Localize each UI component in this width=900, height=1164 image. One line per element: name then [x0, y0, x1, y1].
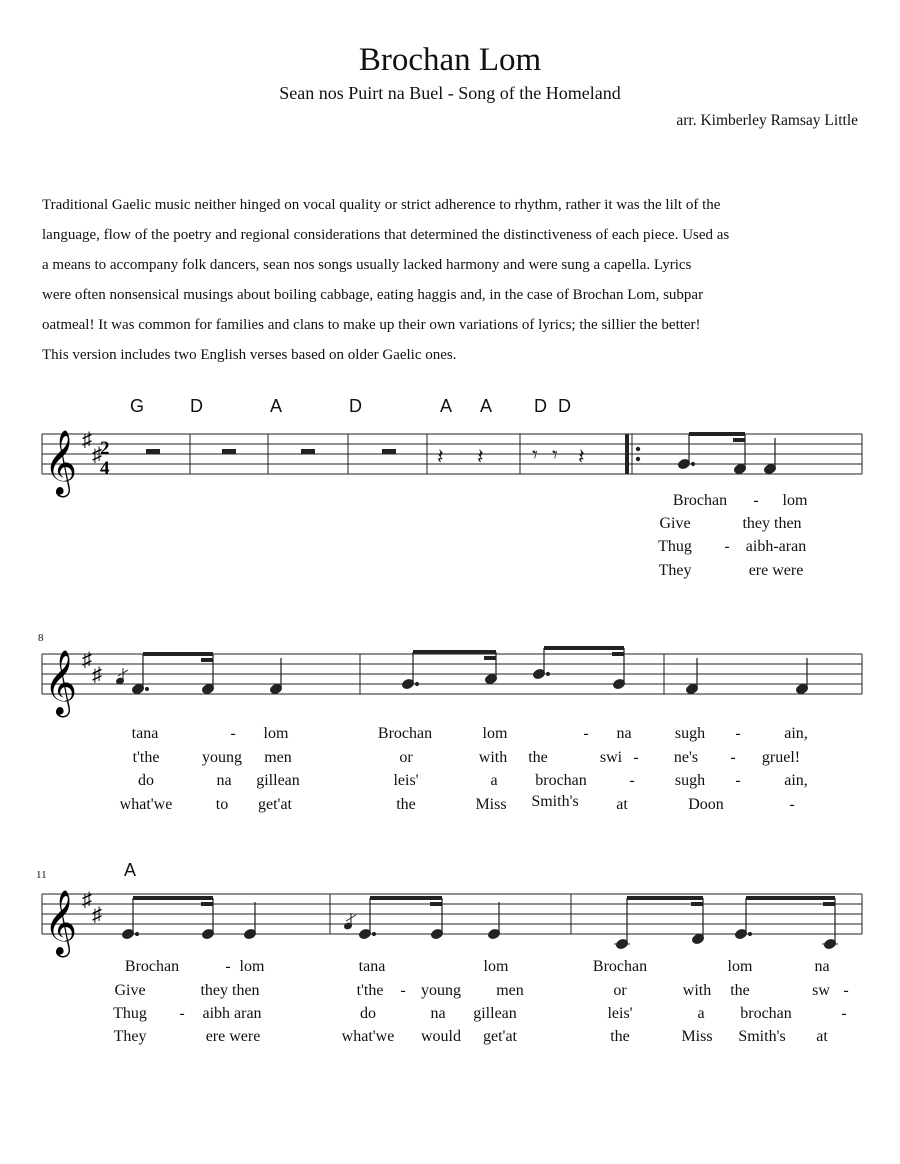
measure-number: 11: [36, 869, 47, 881]
lyric-syllable: brochan: [740, 1005, 792, 1022]
lyric-syllable: ain,: [784, 725, 808, 742]
lyric-syllable: -: [841, 1005, 847, 1022]
lyric-syllable: Give: [114, 982, 146, 999]
lyric-syllable: a: [490, 772, 498, 789]
lyric-syllable: ere were: [748, 562, 804, 579]
lyric-syllable: Brochan: [672, 492, 728, 509]
lyric-syllable: brochan: [535, 772, 587, 789]
sharp-icon: ♯: [82, 429, 92, 451]
lyric-syllable: leis': [607, 1005, 633, 1022]
lyric-syllable: lom: [483, 958, 509, 975]
lyric-syllable: Thug: [658, 538, 692, 555]
lyric-syllable: or: [613, 982, 627, 999]
lyric-syllable: do: [138, 772, 154, 789]
chord-symbol: A: [440, 396, 453, 416]
lyric-syllable: -: [753, 492, 759, 509]
chord-symbol: D: [534, 396, 547, 416]
time-signature-bottom: 4: [100, 458, 110, 479]
lyric-syllable: They: [658, 562, 692, 579]
time-signature-top: 2: [100, 438, 110, 459]
lyric-syllable: -: [843, 982, 849, 999]
lyric-syllable: ne's: [673, 749, 699, 766]
lyric-syllable: -: [230, 725, 236, 742]
lyric-syllable: tana: [131, 725, 159, 742]
lyric-syllable: lom: [727, 958, 753, 975]
chord-symbol: D: [349, 396, 362, 416]
lyric-syllable: with: [682, 982, 712, 999]
staff-system-2: [0, 640, 900, 720]
lyric-syllable: sugh: [674, 725, 706, 742]
lyric-syllable: they then: [742, 515, 802, 532]
lyric-syllable: Brochan: [377, 725, 433, 742]
lyric-syllable: they then: [200, 982, 260, 999]
sharp-icon: ♯: [82, 649, 92, 671]
intro-line: oatmeal! It was common for families and clans to make up their own variations of lyrics; the sillier the better!: [42, 317, 701, 333]
lyric-syllable: na: [216, 772, 232, 789]
chord-symbol: A: [124, 860, 137, 880]
lyric-syllable: na: [430, 1005, 446, 1022]
lyric-syllable: young: [421, 982, 461, 999]
treble-clef-icon: 𝄞: [44, 892, 78, 954]
dot-icon: [692, 463, 695, 466]
whole-rest-icon: [222, 449, 236, 454]
lyric-syllable: Brochan: [592, 958, 648, 975]
lyric-syllable: -: [583, 725, 589, 742]
intro-line: a means to accompany folk dancers, sean nos songs usually lacked harmony and were sung a capella. Lyrics: [42, 257, 692, 273]
treble-clef-icon: 𝄞: [44, 432, 78, 494]
sharp-icon: ♯: [82, 889, 92, 911]
lyric-syllable: ain,: [784, 772, 808, 789]
lyric-syllable: lom: [482, 725, 508, 742]
lyric-syllable: -: [400, 982, 406, 999]
treble-clef-icon: 𝄞: [44, 652, 78, 714]
lyric-syllable: -: [730, 749, 736, 766]
lyric-syllable: -: [629, 772, 635, 789]
lyric-syllable: at: [816, 1028, 828, 1045]
chord-symbol: A: [480, 396, 493, 416]
lyric-syllable: t'the: [356, 982, 384, 999]
lyric-syllable: gillean: [256, 772, 300, 789]
lyric-syllable: -: [724, 538, 730, 555]
lyric-syllable: the: [730, 982, 750, 999]
lyric-syllable: t'the: [132, 749, 160, 766]
grace-note-icon: [116, 668, 128, 685]
quarter-rest-icon: 𝄽: [578, 444, 585, 469]
lyric-syllable: a: [697, 1005, 705, 1022]
lyric-syllable: lom: [239, 958, 265, 975]
chord-symbol: A: [270, 396, 283, 416]
lyric-syllable: sw: [812, 982, 830, 999]
staff-system-3: [0, 880, 900, 960]
lyric-syllable: aibh-aran: [745, 538, 807, 555]
lyric-syllable: at: [616, 796, 628, 813]
lyric-syllable: what'we: [119, 796, 173, 813]
sharp-icon: ♯: [92, 664, 102, 686]
lyric-syllable: lom: [263, 725, 289, 742]
lyric-syllable: They: [113, 1028, 147, 1045]
lyric-syllable: to: [215, 796, 229, 813]
lyric-syllable: Brochan: [124, 958, 180, 975]
chord-symbol: D: [558, 396, 571, 416]
whole-rest-icon: [146, 449, 160, 454]
lyric-syllable: -: [225, 958, 231, 975]
staff-system-1: [0, 420, 900, 500]
lyric-syllable: aibh aran: [202, 1005, 262, 1022]
intro-line: language, flow of the poetry and regional considerations that determined the distinctiveness of each piece. Used as: [42, 227, 730, 243]
lyric-syllable: with: [478, 749, 508, 766]
whole-rest-icon: [382, 449, 396, 454]
lyric-syllable: Thug: [113, 1005, 147, 1022]
lyric-syllable: Doon: [688, 796, 724, 813]
lyric-syllable: young: [202, 749, 242, 766]
lyric-syllable: leis': [393, 772, 419, 789]
lyric-syllable: sugh: [674, 772, 706, 789]
chord-symbol: G: [130, 396, 145, 416]
intro-line: This version includes two English verses based on older Gaelic ones.: [42, 347, 457, 363]
lyric-syllable: what'we: [341, 1028, 395, 1045]
arranger-credit: arr. Kimberley Ramsay Little: [676, 112, 858, 129]
lyric-syllable: lom: [782, 492, 808, 509]
grace-note-icon: [344, 913, 356, 930]
lyric-syllable: -: [735, 772, 741, 789]
lyric-syllable: the: [396, 796, 416, 813]
quarter-rest-icon: 𝄽: [477, 444, 484, 469]
lyric-syllable: -: [179, 1005, 185, 1022]
lyric-syllable: gruel!: [761, 749, 801, 766]
lyric-syllable: would: [421, 1028, 461, 1045]
lyric-syllable: get'at: [483, 1028, 517, 1045]
eighth-rest-icon: 𝄾: [532, 442, 538, 467]
lyric-syllable: Smith's: [738, 1028, 786, 1045]
quarter-rest-icon: 𝄽: [437, 444, 444, 469]
lyric-syllable: get'at: [258, 796, 292, 813]
whole-rest-icon: [301, 449, 315, 454]
lyric-syllable: na: [616, 725, 632, 742]
lyric-syllable: -: [789, 796, 795, 813]
lyric-syllable: do: [360, 1005, 376, 1022]
song-subtitle: Sean nos Puirt na Buel - Song of the Homeland: [279, 83, 621, 103]
chord-symbol: D: [190, 396, 203, 416]
lyric-syllable: Smith's: [531, 793, 579, 810]
lyric-syllable: na: [814, 958, 830, 975]
lyric-syllable: tana: [358, 958, 386, 975]
sharp-icon: ♯: [92, 904, 102, 926]
lyric-syllable: Miss: [475, 796, 507, 813]
lyric-syllable: -: [735, 725, 741, 742]
lyric-syllable: men: [264, 749, 292, 766]
intro-line: Traditional Gaelic music neither hinged on vocal quality or strict adherence to rhythm, rather it was the lilt of the: [42, 197, 721, 213]
lyric-syllable: or: [399, 749, 413, 766]
intro-line: were often nonsensical musings about boiling cabbage, eating haggis and, in the case of Brochan Lom, subpar: [42, 287, 704, 303]
eighth-rest-icon: 𝄾: [552, 442, 558, 467]
lyric-syllable: the: [528, 749, 548, 766]
measure-number: 8: [38, 632, 44, 644]
intro-paragraph: [42, 190, 842, 370]
lyric-syllable: Give: [659, 515, 691, 532]
lyric-syllable: gillean: [473, 1005, 517, 1022]
lyric-syllable: -: [633, 749, 639, 766]
song-title: Brochan Lom: [358, 42, 542, 78]
lyric-syllable: the: [610, 1028, 630, 1045]
sharp-icon: ♯: [92, 444, 102, 466]
lyric-syllable: Miss: [681, 1028, 713, 1045]
lyric-syllable: ere were: [205, 1028, 261, 1045]
lyric-syllable: swi: [599, 749, 623, 766]
lyric-syllable: men: [496, 982, 524, 999]
